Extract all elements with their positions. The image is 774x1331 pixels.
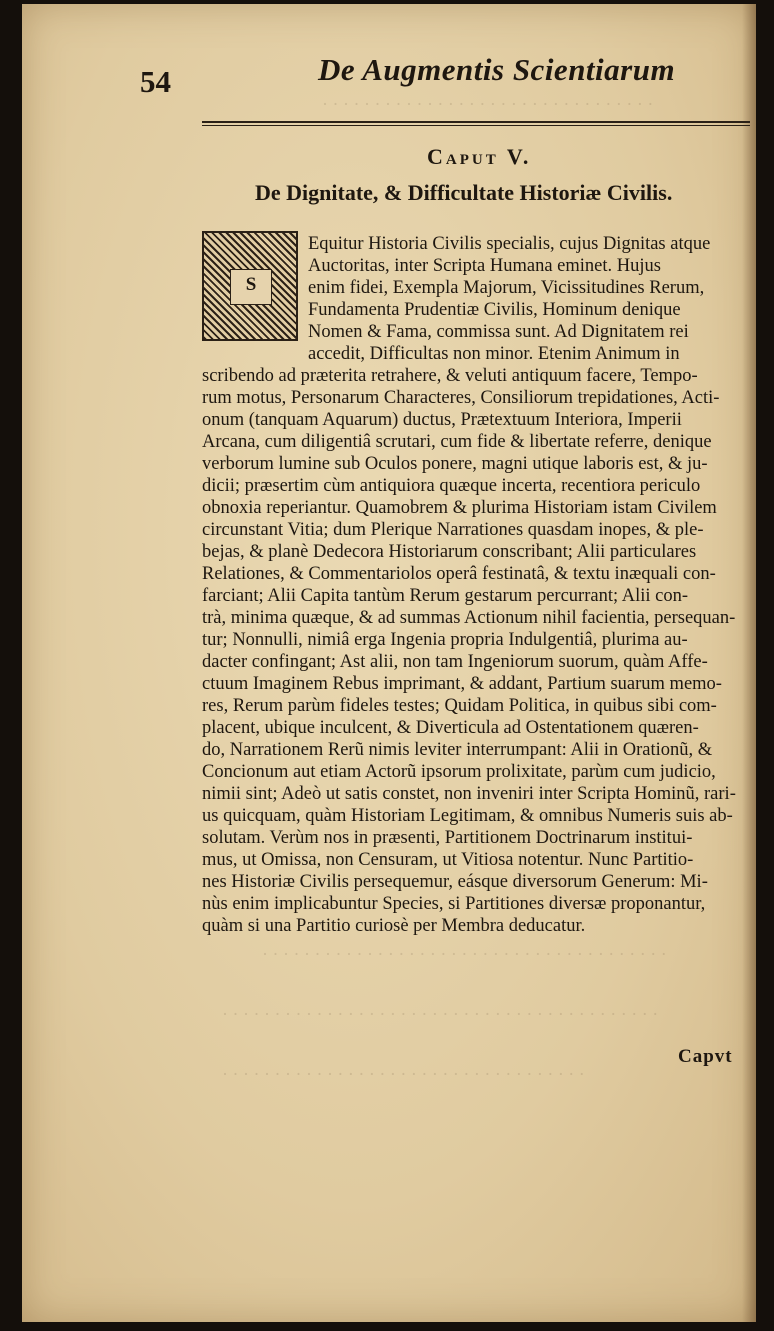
- show-through-text: · · · · · · · · · · · · · · · · · · · · · · · · · · · · · · · ·: [322, 94, 654, 114]
- body-line: tur; Nonnulli, nimiâ erga Ingenia propria Indulgentiâ, plurima au-: [202, 630, 688, 650]
- body-line: res, Rerum parùm fideles testes; Quidam Politica, in quibus sibi com-: [202, 696, 717, 716]
- running-title: De Augmentis Scientiarum: [318, 52, 676, 87]
- body-line: mus, ut Omissa, non Censuram, ut Vitiosa notentur. Nunc Partitio-: [202, 850, 694, 870]
- body-line: Arcana, cum diligentiâ scrutari, cum fide & libertate referre, denique: [202, 432, 712, 452]
- body-line: nes Historiæ Civilis persequemur, eásque diversorum Generum: Mi-: [202, 872, 708, 892]
- body-line: placent, ubique inculcent, & Diverticula ad Ostentationem quæren-: [202, 718, 699, 738]
- body-line: do, Narrationem Rerũ nimis leviter interrumpant: Alii in Orationũ, &: [202, 740, 713, 760]
- initial-letter: S: [245, 274, 257, 295]
- body-line: dicii; præsertim cùm antiquiora quæque incerta, recentiora periculo: [202, 476, 701, 496]
- chapter-number: Caput V.: [427, 144, 532, 169]
- show-through-text: · · · · · · · · · · · · · · · · · · · · · · · · · · · · · · · · · · · · · · ·: [262, 944, 667, 964]
- header-rule: [202, 121, 750, 126]
- body-line: Equitur Historia Civilis specialis, cujus Dignitas atque: [308, 234, 711, 254]
- body-line: verborum lumine sub Oculos ponere, magni utique laboris est, & ju-: [202, 454, 708, 474]
- page-number: 54: [140, 64, 171, 99]
- body-line: nimii sint; Adeò ut satis constet, non inveniri inter Scripta Hominũ, rari-: [202, 784, 736, 804]
- show-through-text: · · · · · · · · · · · · · · · · · · · · · · · · · · · · · · · · · · ·: [222, 1064, 585, 1084]
- body-line: Nomen & Fama, commissa sunt. Ad Dignitatem rei: [308, 322, 689, 342]
- body-line: farciant; Alii Capita tantùm Rerum gestarum percurrant; Alii con-: [202, 586, 688, 606]
- chapter-title: De Dignitate, & Difficultate Historiæ Civilis.: [255, 180, 673, 205]
- body-line: trà, minima quæque, & ad summas Actionum nihil facientia, persequan-: [202, 608, 736, 628]
- body-line: enim fidei, Exempla Majorum, Vicissitudines Rerum,: [308, 278, 705, 298]
- initial-cartouche: [230, 269, 272, 305]
- body-line: quàm si una Partitio curiosè per Membra deducatur.: [202, 916, 586, 936]
- body-line: Fundamenta Prudentiæ Civilis, Hominum denique: [308, 300, 681, 320]
- body-line: dacter confingant; Ast alii, non tam Ingeniorum suorum, quàm Affe-: [202, 652, 708, 672]
- body-line: scribendo ad præterita retrahere, & veluti antiquum facere, Tempo-: [202, 366, 698, 386]
- body-line: bejas, & planè Dedecora Historiarum conscribant; Alii particulares: [202, 542, 697, 562]
- body-line: solutam. Verùm nos in præsenti, Partitionem Doctrinarum institui-: [202, 828, 693, 848]
- body-line: ctuum Imaginem Rebus imprimant, & addant, Partium suarum memo-: [202, 674, 722, 694]
- body-line: onum (tanquam Aquarum) ductus, Prætextuum Interiora, Imperii: [202, 410, 682, 430]
- decorated-initial: [202, 231, 298, 341]
- body-line: obnoxia reperiantur. Quamobrem & plurima Historiam istam Civilem: [202, 498, 717, 518]
- body-line: circunstant Vitia; dum Plerique Narrationes quasdam inopes, & ple-: [202, 520, 704, 540]
- body-line: us quicquam, quàm Historiam Legitimam, & omnibus Numeris suis ab-: [202, 806, 733, 826]
- body-line: Auctoritas, inter Scripta Humana eminet. Hujus: [308, 256, 661, 276]
- body-line: nùs enim implicabuntur Species, si Partitiones diversæ proponantur,: [202, 894, 706, 914]
- show-through-text: · · · · · · · · · · · · · · · · · · · · · · · · · · · · · · · · · · · · · · · · · ·: [222, 1004, 659, 1024]
- body-line: accedit, Difficultas non minor. Etenim Animum in: [308, 344, 680, 364]
- book-page: [22, 4, 756, 1322]
- catchword: Capvt: [678, 1046, 733, 1067]
- body-line: Relationes, & Commentariolos operâ festinatâ, & textu inæquali con-: [202, 564, 716, 584]
- body-line: rum motus, Personarum Characteres, Consiliorum trepidationes, Acti-: [202, 388, 720, 408]
- body-line: Concionum aut etiam Actorũ ipsorum prolixitate, parùm cum judicio,: [202, 762, 716, 782]
